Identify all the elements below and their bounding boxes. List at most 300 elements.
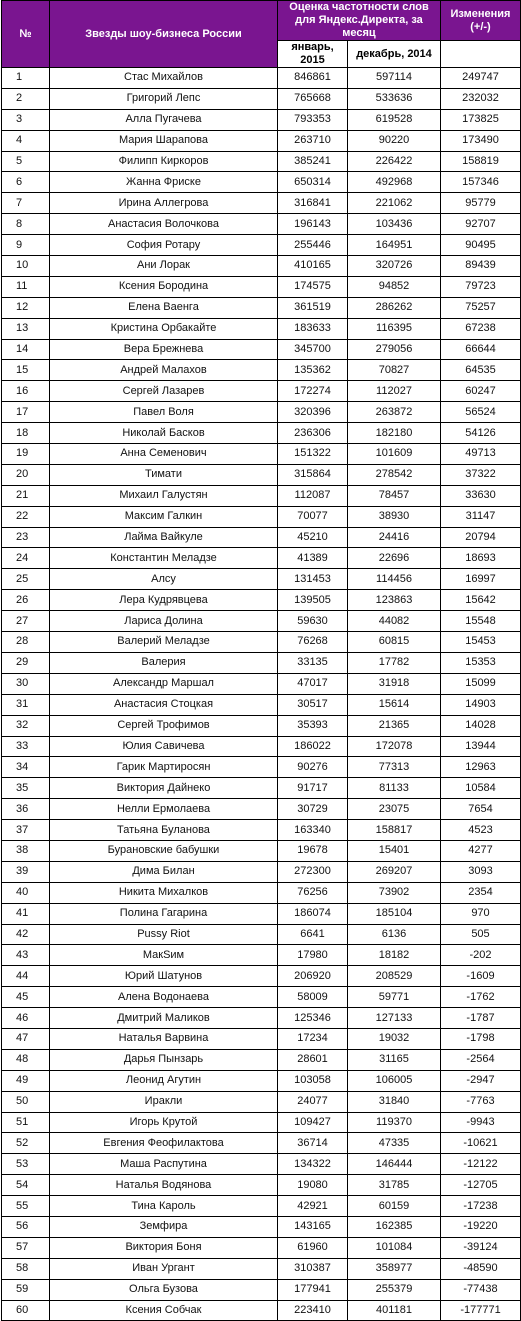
table-row: [2, 506, 521, 527]
change-value: 60247: [441, 381, 521, 402]
january-value: 186022: [278, 736, 348, 757]
table-row: [2, 402, 521, 423]
change-value: 4277: [441, 840, 521, 861]
row-number: 49: [2, 1070, 50, 1091]
december-value: 17782: [348, 652, 441, 673]
january-value: 19080: [278, 1175, 348, 1196]
celebrity-name: Анастасия Волочкова: [50, 214, 278, 235]
december-value: 162385: [348, 1216, 441, 1237]
january-value: 30517: [278, 694, 348, 715]
december-value: 31165: [348, 1049, 441, 1070]
december-value: 31785: [348, 1175, 441, 1196]
row-number: 36: [2, 799, 50, 820]
table-row: [2, 778, 521, 799]
row-number: 34: [2, 757, 50, 778]
change-value: -48590: [441, 1258, 521, 1279]
january-value: 385241: [278, 151, 348, 172]
table-row: [2, 632, 521, 653]
table-row: [2, 318, 521, 339]
row-number: 22: [2, 506, 50, 527]
december-value: 158817: [348, 820, 441, 841]
row-number: 23: [2, 527, 50, 548]
table-row: [2, 235, 521, 256]
change-value: 67238: [441, 318, 521, 339]
celebrity-name: Мария Шарапова: [50, 130, 278, 151]
celebrity-name: Константин Меладзе: [50, 548, 278, 569]
change-value: -1609: [441, 966, 521, 987]
change-value: 16997: [441, 569, 521, 590]
table-row: [2, 548, 521, 569]
january-value: 19678: [278, 840, 348, 861]
january-value: 172274: [278, 381, 348, 402]
celebrity-name: Ксения Бородина: [50, 276, 278, 297]
table-row: [2, 1196, 521, 1217]
celebrity-name: Дарья Пынзарь: [50, 1049, 278, 1070]
table-row: [2, 694, 521, 715]
table-row: [2, 527, 521, 548]
row-number: 8: [2, 214, 50, 235]
celebrity-name: Алла Пугачева: [50, 109, 278, 130]
december-value: 127133: [348, 1008, 441, 1029]
change-value: 970: [441, 903, 521, 924]
celebrity-name: Тина Кароль: [50, 1196, 278, 1217]
change-value: 18693: [441, 548, 521, 569]
january-value: 236306: [278, 423, 348, 444]
celebrity-name: Иван Ургант: [50, 1258, 278, 1279]
header-name: Звезды шоу-бизнеса России: [50, 1, 278, 68]
change-value: 15453: [441, 632, 521, 653]
january-value: 134322: [278, 1154, 348, 1175]
celebrity-name: Сергей Трофимов: [50, 715, 278, 736]
january-value: 765668: [278, 88, 348, 109]
january-value: 793353: [278, 109, 348, 130]
change-value: 89439: [441, 256, 521, 277]
change-value: 158819: [441, 151, 521, 172]
table-row: [2, 736, 521, 757]
row-number: 1: [2, 68, 50, 89]
december-value: 81133: [348, 778, 441, 799]
row-number: 45: [2, 987, 50, 1008]
december-value: 492968: [348, 172, 441, 193]
celebrity-name: Игорь Крутой: [50, 1112, 278, 1133]
change-value: -12705: [441, 1175, 521, 1196]
table-row: [2, 360, 521, 381]
january-value: 76256: [278, 882, 348, 903]
row-number: 19: [2, 444, 50, 465]
row-number: 10: [2, 256, 50, 277]
table-row: [2, 1216, 521, 1237]
january-value: 35393: [278, 715, 348, 736]
row-number: 40: [2, 882, 50, 903]
december-value: 208529: [348, 966, 441, 987]
table-row: [2, 882, 521, 903]
celebrity-name: Татьяна Буланова: [50, 820, 278, 841]
change-value: -7763: [441, 1091, 521, 1112]
table-row: [2, 276, 521, 297]
header-change: Изменения (+/-): [441, 1, 521, 41]
december-value: 90220: [348, 130, 441, 151]
december-value: 182180: [348, 423, 441, 444]
change-value: -17238: [441, 1196, 521, 1217]
table-row: [2, 652, 521, 673]
table-row: [2, 151, 521, 172]
december-value: 73902: [348, 882, 441, 903]
january-value: 17234: [278, 1028, 348, 1049]
change-value: 12963: [441, 757, 521, 778]
table-row: [2, 1008, 521, 1029]
january-value: 59630: [278, 611, 348, 632]
celebrity-name: Полина Гагарина: [50, 903, 278, 924]
change-value: 15099: [441, 673, 521, 694]
january-value: 186074: [278, 903, 348, 924]
celebrity-name: Стас Михайлов: [50, 68, 278, 89]
january-value: 255446: [278, 235, 348, 256]
row-number: 44: [2, 966, 50, 987]
table-row: [2, 297, 521, 318]
january-value: 320396: [278, 402, 348, 423]
table-row: [2, 193, 521, 214]
row-number: 55: [2, 1196, 50, 1217]
table-row: [2, 444, 521, 465]
celebrity-name: Леонид Агутин: [50, 1070, 278, 1091]
row-number: 39: [2, 861, 50, 882]
change-value: 15642: [441, 590, 521, 611]
row-number: 28: [2, 632, 50, 653]
change-value: 173490: [441, 130, 521, 151]
row-number: 32: [2, 715, 50, 736]
row-number: 15: [2, 360, 50, 381]
row-number: 7: [2, 193, 50, 214]
celebrity-name: Михаил Галустян: [50, 485, 278, 506]
table-row: [2, 757, 521, 778]
row-number: 50: [2, 1091, 50, 1112]
row-number: 31: [2, 694, 50, 715]
january-value: 174575: [278, 276, 348, 297]
celebrity-name: Ирина Аллегрова: [50, 193, 278, 214]
change-value: 54126: [441, 423, 521, 444]
change-value: -2564: [441, 1049, 521, 1070]
row-number: 9: [2, 235, 50, 256]
row-number: 2: [2, 88, 50, 109]
table-row: [2, 1258, 521, 1279]
december-value: 47335: [348, 1133, 441, 1154]
january-value: 47017: [278, 673, 348, 694]
header-january: январь, 2015: [278, 41, 348, 68]
december-value: 278542: [348, 464, 441, 485]
change-value: 505: [441, 924, 521, 945]
change-value: 15353: [441, 652, 521, 673]
celebrity-name: Иракли: [50, 1091, 278, 1112]
table-row: [2, 924, 521, 945]
december-value: 23075: [348, 799, 441, 820]
january-value: 33135: [278, 652, 348, 673]
december-value: 103436: [348, 214, 441, 235]
celebrity-name: Тимати: [50, 464, 278, 485]
row-number: 46: [2, 1008, 50, 1029]
table-row: [2, 381, 521, 402]
december-value: 6136: [348, 924, 441, 945]
january-value: 223410: [278, 1300, 348, 1321]
table-row: [2, 109, 521, 130]
row-number: 52: [2, 1133, 50, 1154]
change-value: -39124: [441, 1237, 521, 1258]
change-value: -2947: [441, 1070, 521, 1091]
january-value: 263710: [278, 130, 348, 151]
table-row: [2, 485, 521, 506]
change-value: 2354: [441, 882, 521, 903]
december-value: 18182: [348, 945, 441, 966]
december-value: 15401: [348, 840, 441, 861]
row-number: 57: [2, 1237, 50, 1258]
table-row: [2, 1028, 521, 1049]
header-number: №: [2, 1, 50, 68]
change-value: 92707: [441, 214, 521, 235]
celebrity-name: Виктория Дайнеко: [50, 778, 278, 799]
december-value: 106005: [348, 1070, 441, 1091]
celebrity-name: Лайма Вайкуле: [50, 527, 278, 548]
celebrity-name: Маша Распутина: [50, 1154, 278, 1175]
change-value: 7654: [441, 799, 521, 820]
celebrity-name: Юлия Савичева: [50, 736, 278, 757]
table-row: [2, 966, 521, 987]
row-number: 30: [2, 673, 50, 694]
change-value: -1787: [441, 1008, 521, 1029]
december-value: 358977: [348, 1258, 441, 1279]
change-value: -9943: [441, 1112, 521, 1133]
december-value: 70827: [348, 360, 441, 381]
row-number: 4: [2, 130, 50, 151]
celebrity-name: Жанна Фриске: [50, 172, 278, 193]
december-value: 279056: [348, 339, 441, 360]
row-number: 25: [2, 569, 50, 590]
table-row: [2, 945, 521, 966]
celebrity-name: Дима Билан: [50, 861, 278, 882]
header-change-blank: [441, 41, 521, 68]
change-value: -77438: [441, 1279, 521, 1300]
celebrity-name: Наталья Водянова: [50, 1175, 278, 1196]
celebrity-name: Алена Водонаева: [50, 987, 278, 1008]
december-value: 146444: [348, 1154, 441, 1175]
december-value: 94852: [348, 276, 441, 297]
january-value: 70077: [278, 506, 348, 527]
january-value: 272300: [278, 861, 348, 882]
row-number: 58: [2, 1258, 50, 1279]
celebrity-name: Валерия: [50, 652, 278, 673]
december-value: 112027: [348, 381, 441, 402]
december-value: 21365: [348, 715, 441, 736]
row-number: 56: [2, 1216, 50, 1237]
january-value: 42921: [278, 1196, 348, 1217]
celebrity-name: Лера Кудрявцева: [50, 590, 278, 611]
change-value: 232032: [441, 88, 521, 109]
january-value: 24077: [278, 1091, 348, 1112]
december-value: 101609: [348, 444, 441, 465]
celebrity-name: Кристина Орбакайте: [50, 318, 278, 339]
change-value: -19220: [441, 1216, 521, 1237]
row-number: 47: [2, 1028, 50, 1049]
row-number: 35: [2, 778, 50, 799]
row-number: 16: [2, 381, 50, 402]
change-value: 75257: [441, 297, 521, 318]
december-value: 19032: [348, 1028, 441, 1049]
change-value: 14903: [441, 694, 521, 715]
table-row: [2, 569, 521, 590]
row-number: 26: [2, 590, 50, 611]
table-row: [2, 130, 521, 151]
row-number: 18: [2, 423, 50, 444]
january-value: 316841: [278, 193, 348, 214]
table-row: [2, 715, 521, 736]
january-value: 109427: [278, 1112, 348, 1133]
row-number: 29: [2, 652, 50, 673]
table-header: [2, 1, 521, 68]
celebrity-name: Александр Маршал: [50, 673, 278, 694]
celebrity-name: Ани Лорак: [50, 256, 278, 277]
december-value: 119370: [348, 1112, 441, 1133]
change-value: 15548: [441, 611, 521, 632]
change-value: 37322: [441, 464, 521, 485]
row-number: 43: [2, 945, 50, 966]
january-value: 36714: [278, 1133, 348, 1154]
january-value: 103058: [278, 1070, 348, 1091]
celebrity-name: Анастасия Стоцкая: [50, 694, 278, 715]
december-value: 77313: [348, 757, 441, 778]
change-value: 56524: [441, 402, 521, 423]
table-row: [2, 68, 521, 89]
celebrity-name: Максим Галкин: [50, 506, 278, 527]
row-number: 17: [2, 402, 50, 423]
row-number: 5: [2, 151, 50, 172]
table-row: [2, 590, 521, 611]
table-row: [2, 464, 521, 485]
table-row: [2, 673, 521, 694]
january-value: 310387: [278, 1258, 348, 1279]
december-value: 286262: [348, 297, 441, 318]
celebrity-name: Никита Михалков: [50, 882, 278, 903]
december-value: 172078: [348, 736, 441, 757]
celebrity-name: Филипп Киркоров: [50, 151, 278, 172]
row-number: 59: [2, 1279, 50, 1300]
december-value: 24416: [348, 527, 441, 548]
table-row: [2, 1070, 521, 1091]
january-value: 90276: [278, 757, 348, 778]
row-number: 60: [2, 1300, 50, 1321]
celebrity-name: Наталья Варвина: [50, 1028, 278, 1049]
row-number: 13: [2, 318, 50, 339]
celebrity-name: Ольга Бузова: [50, 1279, 278, 1300]
table-row: [2, 88, 521, 109]
january-value: 28601: [278, 1049, 348, 1070]
table-row: [2, 1091, 521, 1112]
row-number: 51: [2, 1112, 50, 1133]
december-value: 123863: [348, 590, 441, 611]
table-row: [2, 1049, 521, 1070]
change-value: 249747: [441, 68, 521, 89]
celebrity-name: Евгения Феофилактова: [50, 1133, 278, 1154]
celebrity-name: Земфира: [50, 1216, 278, 1237]
december-value: 533636: [348, 88, 441, 109]
change-value: 20794: [441, 527, 521, 548]
january-value: 45210: [278, 527, 348, 548]
table-body: [2, 68, 521, 1321]
december-value: 116395: [348, 318, 441, 339]
celebrity-name: Бурановские бабушки: [50, 840, 278, 861]
december-value: 44082: [348, 611, 441, 632]
december-value: 185104: [348, 903, 441, 924]
table-row: [2, 1237, 521, 1258]
january-value: 125346: [278, 1008, 348, 1029]
table-row: [2, 1112, 521, 1133]
header-estimate: Оценка частотности слов для Яндекс.Директа, за месяц: [278, 1, 441, 41]
december-value: 255379: [348, 1279, 441, 1300]
january-value: 91717: [278, 778, 348, 799]
row-number: 21: [2, 485, 50, 506]
december-value: 221062: [348, 193, 441, 214]
celebrity-name: Ксения Собчак: [50, 1300, 278, 1321]
january-value: 361519: [278, 297, 348, 318]
row-number: 42: [2, 924, 50, 945]
change-value: 64535: [441, 360, 521, 381]
celebrity-name: Гарик Мартиросян: [50, 757, 278, 778]
december-value: 114456: [348, 569, 441, 590]
row-number: 11: [2, 276, 50, 297]
january-value: 846861: [278, 68, 348, 89]
celebrity-name: Елена Ваенга: [50, 297, 278, 318]
table-row: [2, 903, 521, 924]
change-value: 13944: [441, 736, 521, 757]
january-value: 139505: [278, 590, 348, 611]
table-row: [2, 799, 521, 820]
celebrity-name: Сергей Лазарев: [50, 381, 278, 402]
celebrity-name: Алсу: [50, 569, 278, 590]
row-number: 6: [2, 172, 50, 193]
celebrity-name: Виктория Боня: [50, 1237, 278, 1258]
january-value: 58009: [278, 987, 348, 1008]
table-row: [2, 1133, 521, 1154]
celebrity-name: Валерий Меладзе: [50, 632, 278, 653]
december-value: 320726: [348, 256, 441, 277]
celebrity-name: Нелли Ермолаева: [50, 799, 278, 820]
change-value: 3093: [441, 861, 521, 882]
row-number: 27: [2, 611, 50, 632]
change-value: 49713: [441, 444, 521, 465]
december-value: 60815: [348, 632, 441, 653]
change-value: 90495: [441, 235, 521, 256]
january-value: 41389: [278, 548, 348, 569]
row-number: 37: [2, 820, 50, 841]
table-row: [2, 840, 521, 861]
change-value: -12122: [441, 1154, 521, 1175]
december-value: 164951: [348, 235, 441, 256]
change-value: -1798: [441, 1028, 521, 1049]
row-number: 3: [2, 109, 50, 130]
change-value: 33630: [441, 485, 521, 506]
table-row: [2, 611, 521, 632]
december-value: 60159: [348, 1196, 441, 1217]
january-value: 30729: [278, 799, 348, 820]
december-value: 619528: [348, 109, 441, 130]
january-value: 131453: [278, 569, 348, 590]
january-value: 163340: [278, 820, 348, 841]
december-value: 101084: [348, 1237, 441, 1258]
row-number: 41: [2, 903, 50, 924]
table-row: [2, 172, 521, 193]
december-value: 78457: [348, 485, 441, 506]
table-row: [2, 339, 521, 360]
january-value: 206920: [278, 966, 348, 987]
change-value: 66644: [441, 339, 521, 360]
january-value: 112087: [278, 485, 348, 506]
